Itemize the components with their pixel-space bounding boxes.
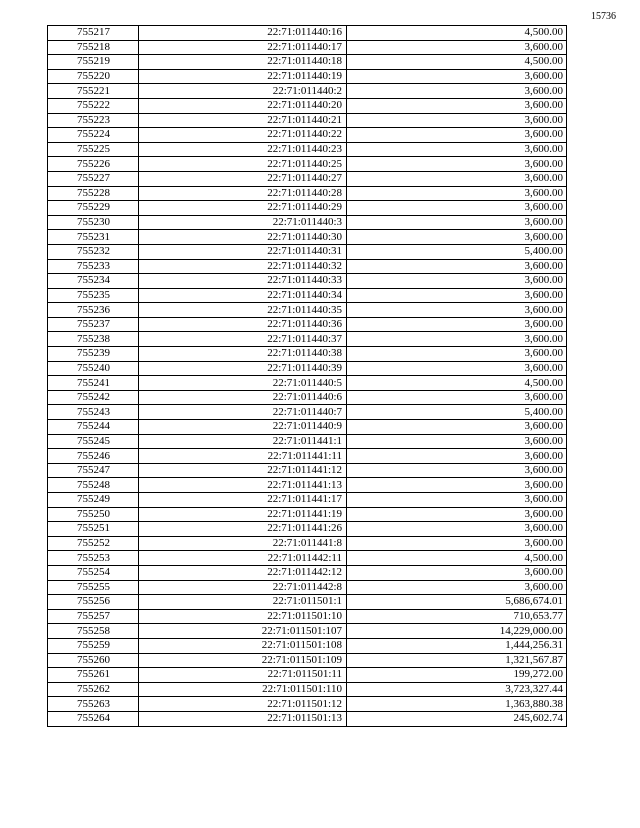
cadastral-number-cell: 22:71:011441:13 [139,478,347,493]
cadastral-value-cell: 3,600.00 [347,493,567,508]
record-number-cell: 755243 [48,405,139,420]
cadastral-number-cell: 22:71:011440:3 [139,215,347,230]
cadastral-number-cell: 22:71:011440:38 [139,347,347,362]
record-number-cell: 755234 [48,274,139,289]
cadastral-value-cell: 1,321,567.87 [347,653,567,668]
record-number-cell: 755247 [48,463,139,478]
record-number-cell: 755257 [48,609,139,624]
cadastral-value-cell: 1,363,880.38 [347,697,567,712]
cadastral-value-cell: 3,723,327.44 [347,682,567,697]
record-number-cell: 755233 [48,259,139,274]
cadastral-value-cell: 5,400.00 [347,405,567,420]
record-number-cell: 755236 [48,303,139,318]
cadastral-number-cell: 22:71:011441:8 [139,536,347,551]
cadastral-value-cell: 3,600.00 [347,274,567,289]
cadastral-number-cell: 22:71:011501:109 [139,653,347,668]
cadastral-number-cell: 22:71:011440:29 [139,201,347,216]
cadastral-number-cell: 22:71:011440:7 [139,405,347,420]
cadastral-value-cell: 199,272.00 [347,668,567,683]
table-row [48,142,567,157]
cadastral-value-cell: 3,600.00 [347,215,567,230]
record-number-cell: 755222 [48,98,139,113]
record-number-cell: 755250 [48,507,139,522]
cadastral-value-cell: 4,500.00 [347,551,567,566]
cadastral-number-cell: 22:71:011441:12 [139,463,347,478]
cadastral-value-cell: 3,600.00 [347,113,567,128]
cadastral-value-cell: 245,602.74 [347,711,567,726]
table-row [48,98,567,113]
cadastral-number-cell: 22:71:011440:36 [139,317,347,332]
table-row [48,113,567,128]
record-number-cell: 755241 [48,376,139,391]
cadastral-number-cell: 22:71:011441:17 [139,493,347,508]
table-row [48,493,567,508]
record-number-cell: 755232 [48,244,139,259]
page-number: 15736 [591,11,616,22]
cadastral-number-cell: 22:71:011501:1 [139,595,347,610]
cadastral-number-cell: 22:71:011440:28 [139,186,347,201]
table-row [48,463,567,478]
record-number-cell: 755228 [48,186,139,201]
record-number-cell: 755223 [48,113,139,128]
record-number-cell: 755261 [48,668,139,683]
cadastral-value-cell: 3,600.00 [347,434,567,449]
table-row [48,682,567,697]
cadastral-value-cell: 3,600.00 [347,98,567,113]
cadastral-number-cell: 22:71:011441:1 [139,434,347,449]
table-row [48,55,567,70]
cadastral-number-cell: 22:71:011440:23 [139,142,347,157]
cadastral-value-cell: 4,500.00 [347,26,567,41]
record-number-cell: 755229 [48,201,139,216]
table-row [48,449,567,464]
cadastral-number-cell: 22:71:011501:10 [139,609,347,624]
table-row [48,171,567,186]
cadastral-value-cell: 3,600.00 [347,332,567,347]
cadastral-number-cell: 22:71:011440:32 [139,259,347,274]
cadastral-number-cell: 22:71:011440:5 [139,376,347,391]
record-number-cell: 755256 [48,595,139,610]
cadastral-value-cell: 3,600.00 [347,507,567,522]
cadastral-value-cell: 3,600.00 [347,84,567,99]
table-row [48,201,567,216]
cadastral-number-cell: 22:71:011440:2 [139,84,347,99]
cadastral-value-cell: 3,600.00 [347,420,567,435]
cadastral-value-cell: 3,600.00 [347,536,567,551]
record-number-cell: 755240 [48,361,139,376]
cadastral-number-cell: 22:71:011501:108 [139,638,347,653]
cadastral-number-cell: 22:71:011440:34 [139,288,347,303]
cadastral-number-cell: 22:71:011440:21 [139,113,347,128]
record-number-cell: 755249 [48,493,139,508]
cadastral-value-cell: 710,653.77 [347,609,567,624]
cadastral-number-cell: 22:71:011442:8 [139,580,347,595]
cadastral-number-cell: 22:71:011442:12 [139,565,347,580]
cadastral-value-cell: 14,229,000.00 [347,624,567,639]
record-number-cell: 755253 [48,551,139,566]
cadastral-number-cell: 22:71:011440:6 [139,390,347,405]
table-row [48,230,567,245]
record-number-cell: 755220 [48,69,139,84]
record-number-cell: 755231 [48,230,139,245]
cadastral-number-cell: 22:71:011440:19 [139,69,347,84]
cadastral-number-cell: 22:71:011440:31 [139,244,347,259]
cadastral-value-cell: 3,600.00 [347,171,567,186]
table-row [48,84,567,99]
cadastral-value-cell: 3,600.00 [347,288,567,303]
cadastral-value-cell: 3,600.00 [347,580,567,595]
cadastral-number-cell: 22:71:011440:27 [139,171,347,186]
table-row [48,288,567,303]
record-number-cell: 755260 [48,653,139,668]
table-row [48,551,567,566]
cadastral-value-cell: 5,400.00 [347,244,567,259]
record-number-cell: 755251 [48,522,139,537]
record-number-cell: 755221 [48,84,139,99]
cadastral-value-cell: 3,600.00 [347,186,567,201]
table-row [48,361,567,376]
table-row [48,332,567,347]
table-row [48,244,567,259]
table-row [48,536,567,551]
cadastral-number-cell: 22:71:011440:25 [139,157,347,172]
table-row [48,668,567,683]
cadastral-value-cell: 3,600.00 [347,390,567,405]
record-number-cell: 755246 [48,449,139,464]
table-row [48,434,567,449]
table-row [48,565,567,580]
record-number-cell: 755235 [48,288,139,303]
cadastral-number-cell: 22:71:011440:30 [139,230,347,245]
record-number-cell: 755224 [48,128,139,143]
table-row [48,69,567,84]
cadastral-value-cell: 3,600.00 [347,449,567,464]
cadastral-number-cell: 22:71:011441:19 [139,507,347,522]
cadastral-number-cell: 22:71:011441:11 [139,449,347,464]
table-row [48,303,567,318]
table-row [48,317,567,332]
table-row [48,390,567,405]
table-row [48,638,567,653]
cadastral-number-cell: 22:71:011440:37 [139,332,347,347]
record-number-cell: 755242 [48,390,139,405]
cadastral-number-cell: 22:71:011440:9 [139,420,347,435]
cadastral-value-cell: 3,600.00 [347,522,567,537]
cadastral-number-cell: 22:71:011440:18 [139,55,347,70]
record-number-cell: 755248 [48,478,139,493]
record-number-cell: 755255 [48,580,139,595]
record-number-cell: 755226 [48,157,139,172]
table-row [48,653,567,668]
cadastral-value-cell: 4,500.00 [347,376,567,391]
record-number-cell: 755219 [48,55,139,70]
cadastral-number-cell: 22:71:011501:13 [139,711,347,726]
record-number-cell: 755217 [48,26,139,41]
record-number-cell: 755225 [48,142,139,157]
cadastral-value-cell: 3,600.00 [347,347,567,362]
cadastral-value-cell: 3,600.00 [347,142,567,157]
cadastral-value-cell: 3,600.00 [347,230,567,245]
table-row [48,128,567,143]
table-body [48,26,567,727]
cadastral-value-cell: 3,600.00 [347,40,567,55]
cadastral-number-cell: 22:71:011440:20 [139,98,347,113]
cadastral-value-cell: 1,444,256.31 [347,638,567,653]
table-row [48,26,567,41]
record-number-cell: 755254 [48,565,139,580]
table-row [48,186,567,201]
record-number-cell: 755237 [48,317,139,332]
cadastral-number-cell: 22:71:011440:17 [139,40,347,55]
record-number-cell: 755263 [48,697,139,712]
table-row [48,405,567,420]
record-number-cell: 755245 [48,434,139,449]
table-row [48,478,567,493]
cadastral-value-cell: 3,600.00 [347,478,567,493]
cadastral-number-cell: 22:71:011501:12 [139,697,347,712]
cadastral-value-cell: 5,686,674.01 [347,595,567,610]
record-number-cell: 755258 [48,624,139,639]
record-number-cell: 755218 [48,40,139,55]
cadastral-value-cell: 3,600.00 [347,303,567,318]
table-row [48,609,567,624]
cadastral-value-cell: 4,500.00 [347,55,567,70]
record-number-cell: 755244 [48,420,139,435]
cadastral-value-cell: 3,600.00 [347,259,567,274]
table-row [48,157,567,172]
record-number-cell: 755238 [48,332,139,347]
table-row [48,420,567,435]
record-number-cell: 755264 [48,711,139,726]
cadastral-number-cell: 22:71:011440:39 [139,361,347,376]
cadastral-number-cell: 22:71:011440:22 [139,128,347,143]
table-row [48,697,567,712]
record-number-cell: 755239 [48,347,139,362]
table-row [48,595,567,610]
cadastral-number-cell: 22:71:011440:16 [139,26,347,41]
cadastral-value-cell: 3,600.00 [347,69,567,84]
table-row [48,40,567,55]
cadastral-number-cell: 22:71:011440:33 [139,274,347,289]
record-number-cell: 755252 [48,536,139,551]
cadastral-value-cell: 3,600.00 [347,157,567,172]
table-row [48,274,567,289]
cadastral-value-cell: 3,600.00 [347,565,567,580]
record-number-cell: 755230 [48,215,139,230]
table-row [48,711,567,726]
table-row [48,347,567,362]
cadastral-number-cell: 22:71:011501:110 [139,682,347,697]
table-row [48,259,567,274]
cadastral-number-cell: 22:71:011501:11 [139,668,347,683]
record-number-cell: 755227 [48,171,139,186]
cadastral-value-cell: 3,600.00 [347,128,567,143]
record-number-cell: 755259 [48,638,139,653]
cadastral-number-cell: 22:71:011501:107 [139,624,347,639]
record-number-cell: 755262 [48,682,139,697]
table-row [48,522,567,537]
cadastral-number-cell: 22:71:011442:11 [139,551,347,566]
cadastral-number-cell: 22:71:011441:26 [139,522,347,537]
table-row [48,376,567,391]
table-row [48,507,567,522]
cadastral-value-cell: 3,600.00 [347,361,567,376]
table-row [48,215,567,230]
table-row [48,624,567,639]
cadastral-number-cell: 22:71:011440:35 [139,303,347,318]
table-row [48,580,567,595]
cadastral-value-cell: 3,600.00 [347,317,567,332]
cadastral-value-cell: 3,600.00 [347,463,567,478]
cadastral-value-table [47,25,567,727]
cadastral-value-cell: 3,600.00 [347,201,567,216]
